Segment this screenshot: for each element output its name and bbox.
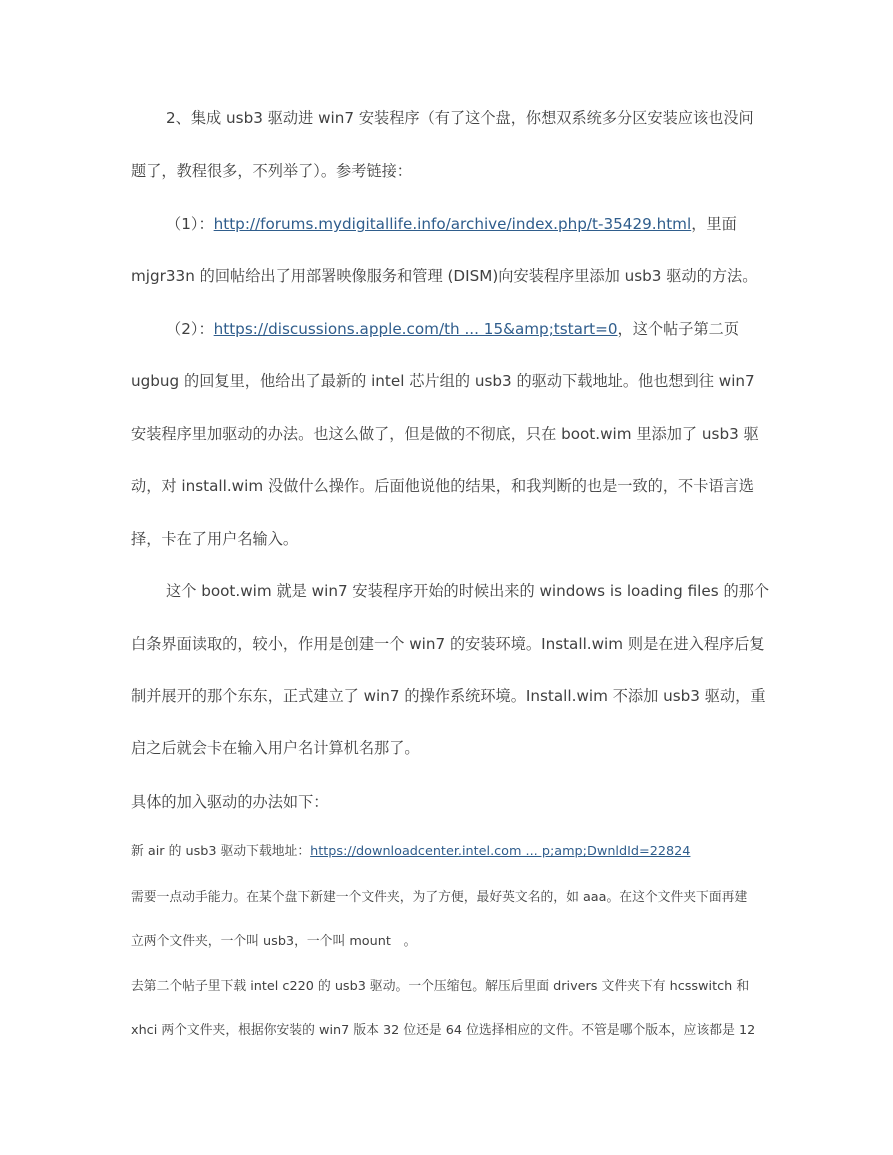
download-prefix: 新 air 的 usb3 驱动下载地址： — [131, 844, 311, 859]
paragraph-line: 需要一点动手能力。在某个盘下新建一个文件夹，为了方便，最好英文名的，如 aaa。在这个文件夹下面再建 — [131, 890, 748, 905]
download-line — [131, 842, 690, 862]
paragraph-line: 动，对 install.wim 没做什么操作。后面他说他的结果，和我判断的也是一致的，不卡语言选 — [131, 477, 754, 495]
reference-prefix: （2）： — [166, 320, 214, 338]
paragraph-line: 2、集成 usb3 驱动进 win7 安装程序（有了这个盘，你想双系统多分区安装应该也没问 — [166, 109, 754, 127]
paragraph-line: 去第二个帖子里下载 intel c220 的 usb3 驱动。一个压缩包。解压后里面 drivers 文件夹下有 hcsswitch 和 — [131, 979, 750, 994]
reference-line — [166, 319, 739, 339]
reference-suffix: ，这个帖子第二页 — [617, 320, 740, 338]
paragraph-line: mjgr33n 的回帖给出了用部署映像服务和管理 (DISM)向安装程序里添加 usb3 驱动的方法。 — [131, 267, 758, 285]
paragraph-line: 白条界面读取的，较小，作用是创建一个 win7 的安装环境。Install.wim 则是在进入程序后复 — [131, 635, 765, 653]
paragraph-line: 立两个文件夹，一个叫 usb3，一个叫 mount 。 — [131, 934, 417, 949]
paragraph-line: xhci 两个文件夹，根据你安装的 win7 版本 32 位还是 64 位选择相应的文件。不管是哪个版本，应该都是 12 — [131, 1023, 756, 1038]
paragraph-line: 制并展开的那个东东，正式建立了 win7 的操作系统环境。Install.wim 不添加 usb3 驱动，重 — [131, 687, 766, 705]
paragraph-line: ugbug 的回复里，他给出了最新的 intel 芯片组的 usb3 的驱动下载地址。他也想到往 win7 — [131, 372, 755, 390]
reference-link[interactable]: http://forums.mydigitallife.info/archive/index.php/t-35429.html — [213, 215, 692, 233]
paragraph-line: 择，卡在了用户名输入。 — [131, 530, 299, 548]
paragraph-line: 安装程序里加驱动的办法。也这么做了，但是做的不彻底，只在 boot.wim 里添加了 usb3 驱 — [131, 425, 759, 443]
paragraph-line: 启之后就会卡在输入用户名计算机名那了。 — [131, 739, 420, 757]
reference-link[interactable]: https://discussions.apple.com/th ... 15&amp;tstart=0 — [213, 320, 618, 338]
reference-prefix: （1）： — [166, 215, 214, 233]
paragraph-line: 这个 boot.wim 就是 win7 安装程序开始的时候出来的 windows is loading files 的那个 — [166, 582, 770, 600]
reference-suffix: ，里面 — [691, 215, 737, 233]
paragraph-line: 题了，教程很多，不列举了）。参考链接： — [131, 162, 412, 180]
section-heading: 具体的加入驱动的办法如下： — [131, 793, 329, 811]
reference-line — [166, 214, 737, 234]
download-link[interactable]: https://downloadcenter.intel.com ... p;amp;DwnldId=22824 — [310, 844, 691, 859]
